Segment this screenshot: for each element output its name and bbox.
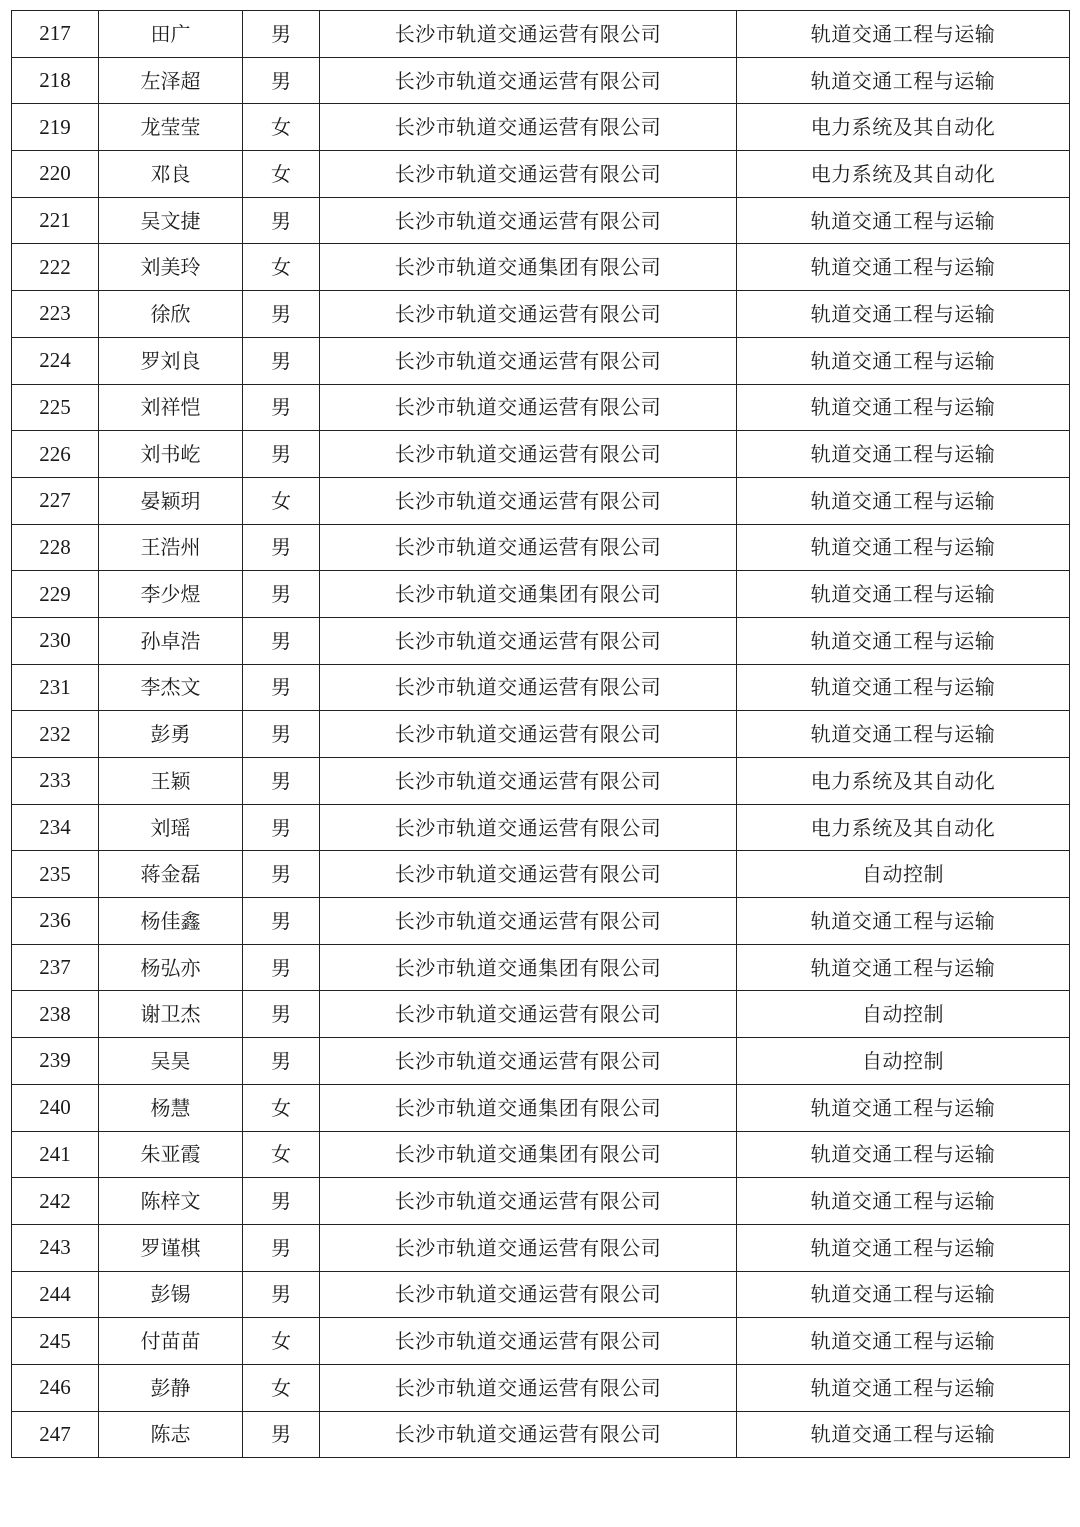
table-row [12,711,1070,758]
company-cell: 长沙市轨道交通运营有限公司 [320,477,737,524]
gender-cell: 女 [243,1364,320,1411]
major-cell: 轨道交通工程与运输 [737,664,1070,711]
name-cell: 王颖 [99,758,243,805]
row-number-cell: 241 [12,1131,99,1178]
table-row [12,1318,1070,1365]
name-cell: 刘美玲 [99,244,243,291]
name-cell: 谢卫杰 [99,991,243,1038]
gender-cell: 男 [243,1224,320,1271]
name-cell: 陈志 [99,1411,243,1458]
row-number-cell: 247 [12,1411,99,1458]
name-cell: 朱亚霞 [99,1131,243,1178]
major-cell: 电力系统及其自动化 [737,758,1070,805]
company-cell: 长沙市轨道交通运营有限公司 [320,337,737,384]
major-cell: 轨道交通工程与运输 [737,57,1070,104]
gender-cell: 男 [243,571,320,618]
row-number-cell: 243 [12,1224,99,1271]
table-row [12,898,1070,945]
company-cell: 长沙市轨道交通运营有限公司 [320,431,737,478]
row-number-cell: 222 [12,244,99,291]
name-cell: 孙卓浩 [99,617,243,664]
name-cell: 邓良 [99,151,243,198]
company-cell: 长沙市轨道交通集团有限公司 [320,1084,737,1131]
major-cell: 自动控制 [737,991,1070,1038]
table-row [12,758,1070,805]
name-cell: 左泽超 [99,57,243,104]
major-cell: 轨道交通工程与运输 [737,244,1070,291]
name-cell: 徐欣 [99,291,243,338]
gender-cell: 男 [243,898,320,945]
gender-cell: 男 [243,1411,320,1458]
row-number-cell: 235 [12,851,99,898]
roster-table [11,10,1070,1458]
table-row [12,244,1070,291]
table-row [12,524,1070,571]
table-row [12,337,1070,384]
gender-cell: 男 [243,337,320,384]
name-cell: 吴昊 [99,1038,243,1085]
gender-cell: 男 [243,11,320,58]
gender-cell: 女 [243,1084,320,1131]
name-cell: 杨弘亦 [99,944,243,991]
row-number-cell: 228 [12,524,99,571]
major-cell: 轨道交通工程与运输 [737,898,1070,945]
gender-cell: 男 [243,1271,320,1318]
gender-cell: 男 [243,804,320,851]
company-cell: 长沙市轨道交通运营有限公司 [320,1178,737,1225]
table-row [12,991,1070,1038]
table-row [12,944,1070,991]
company-cell: 长沙市轨道交通运营有限公司 [320,1038,737,1085]
company-cell: 长沙市轨道交通集团有限公司 [320,944,737,991]
gender-cell: 男 [243,991,320,1038]
table-row [12,617,1070,664]
major-cell: 轨道交通工程与运输 [737,1318,1070,1365]
major-cell: 轨道交通工程与运输 [737,1411,1070,1458]
gender-cell: 女 [243,244,320,291]
major-cell: 轨道交通工程与运输 [737,477,1070,524]
table-row [12,1178,1070,1225]
row-number-cell: 227 [12,477,99,524]
row-number-cell: 226 [12,431,99,478]
major-cell: 轨道交通工程与运输 [737,1178,1070,1225]
company-cell: 长沙市轨道交通运营有限公司 [320,384,737,431]
table-row [12,1084,1070,1131]
major-cell: 轨道交通工程与运输 [737,431,1070,478]
gender-cell: 女 [243,1318,320,1365]
company-cell: 长沙市轨道交通集团有限公司 [320,1131,737,1178]
row-number-cell: 246 [12,1364,99,1411]
company-cell: 长沙市轨道交通运营有限公司 [320,804,737,851]
company-cell: 长沙市轨道交通运营有限公司 [320,1224,737,1271]
name-cell: 刘祥恺 [99,384,243,431]
major-cell: 轨道交通工程与运输 [737,944,1070,991]
name-cell: 龙莹莹 [99,104,243,151]
roster-table-container [11,10,1069,1458]
name-cell: 田广 [99,11,243,58]
company-cell: 长沙市轨道交通运营有限公司 [320,991,737,1038]
gender-cell: 男 [243,944,320,991]
name-cell: 杨慧 [99,1084,243,1131]
major-cell: 自动控制 [737,851,1070,898]
name-cell: 李杰文 [99,664,243,711]
major-cell: 轨道交通工程与运输 [737,1131,1070,1178]
row-number-cell: 220 [12,151,99,198]
name-cell: 彭勇 [99,711,243,758]
gender-cell: 男 [243,384,320,431]
table-row [12,431,1070,478]
company-cell: 长沙市轨道交通运营有限公司 [320,617,737,664]
company-cell: 长沙市轨道交通运营有限公司 [320,1364,737,1411]
major-cell: 轨道交通工程与运输 [737,524,1070,571]
company-cell: 长沙市轨道交通运营有限公司 [320,11,737,58]
gender-cell: 男 [243,57,320,104]
company-cell: 长沙市轨道交通运营有限公司 [320,151,737,198]
table-row [12,1271,1070,1318]
major-cell: 电力系统及其自动化 [737,151,1070,198]
company-cell: 长沙市轨道交通运营有限公司 [320,664,737,711]
row-number-cell: 237 [12,944,99,991]
name-cell: 付苗苗 [99,1318,243,1365]
row-number-cell: 244 [12,1271,99,1318]
row-number-cell: 238 [12,991,99,1038]
gender-cell: 男 [243,1178,320,1225]
company-cell: 长沙市轨道交通运营有限公司 [320,291,737,338]
gender-cell: 女 [243,1131,320,1178]
name-cell: 彭锡 [99,1271,243,1318]
gender-cell: 男 [243,851,320,898]
gender-cell: 男 [243,291,320,338]
table-row [12,1364,1070,1411]
table-row [12,151,1070,198]
row-number-cell: 225 [12,384,99,431]
major-cell: 轨道交通工程与运输 [737,337,1070,384]
name-cell: 彭静 [99,1364,243,1411]
major-cell: 轨道交通工程与运输 [737,711,1070,758]
company-cell: 长沙市轨道交通运营有限公司 [320,57,737,104]
major-cell: 轨道交通工程与运输 [737,1224,1070,1271]
row-number-cell: 223 [12,291,99,338]
company-cell: 长沙市轨道交通运营有限公司 [320,1271,737,1318]
company-cell: 长沙市轨道交通运营有限公司 [320,104,737,151]
row-number-cell: 221 [12,197,99,244]
row-number-cell: 229 [12,571,99,618]
name-cell: 吴文捷 [99,197,243,244]
gender-cell: 男 [243,197,320,244]
row-number-cell: 233 [12,758,99,805]
major-cell: 电力系统及其自动化 [737,804,1070,851]
row-number-cell: 224 [12,337,99,384]
name-cell: 陈梓文 [99,1178,243,1225]
name-cell: 晏颖玥 [99,477,243,524]
gender-cell: 男 [243,711,320,758]
company-cell: 长沙市轨道交通集团有限公司 [320,571,737,618]
company-cell: 长沙市轨道交通运营有限公司 [320,711,737,758]
row-number-cell: 239 [12,1038,99,1085]
name-cell: 王浩州 [99,524,243,571]
company-cell: 长沙市轨道交通运营有限公司 [320,197,737,244]
company-cell: 长沙市轨道交通运营有限公司 [320,1411,737,1458]
gender-cell: 男 [243,758,320,805]
table-row [12,477,1070,524]
name-cell: 罗谨棋 [99,1224,243,1271]
major-cell: 轨道交通工程与运输 [737,197,1070,244]
major-cell: 轨道交通工程与运输 [737,291,1070,338]
table-row [12,804,1070,851]
major-cell: 自动控制 [737,1038,1070,1085]
company-cell: 长沙市轨道交通运营有限公司 [320,758,737,805]
major-cell: 电力系统及其自动化 [737,104,1070,151]
table-row [12,197,1070,244]
table-row [12,571,1070,618]
row-number-cell: 245 [12,1318,99,1365]
row-number-cell: 218 [12,57,99,104]
major-cell: 轨道交通工程与运输 [737,617,1070,664]
row-number-cell: 231 [12,664,99,711]
company-cell: 长沙市轨道交通运营有限公司 [320,524,737,571]
company-cell: 长沙市轨道交通运营有限公司 [320,1318,737,1365]
table-row [12,1411,1070,1458]
name-cell: 杨佳鑫 [99,898,243,945]
gender-cell: 男 [243,431,320,478]
table-row [12,1038,1070,1085]
table-row [12,291,1070,338]
table-row [12,664,1070,711]
gender-cell: 男 [243,1038,320,1085]
gender-cell: 男 [243,664,320,711]
row-number-cell: 240 [12,1084,99,1131]
table-row [12,851,1070,898]
major-cell: 轨道交通工程与运输 [737,384,1070,431]
table-row [12,1131,1070,1178]
row-number-cell: 242 [12,1178,99,1225]
name-cell: 刘书屹 [99,431,243,478]
major-cell: 轨道交通工程与运输 [737,1084,1070,1131]
table-row [12,1224,1070,1271]
row-number-cell: 236 [12,898,99,945]
gender-cell: 男 [243,617,320,664]
gender-cell: 女 [243,477,320,524]
table-row [12,104,1070,151]
major-cell: 轨道交通工程与运输 [737,1271,1070,1318]
major-cell: 轨道交通工程与运输 [737,11,1070,58]
company-cell: 长沙市轨道交通运营有限公司 [320,851,737,898]
gender-cell: 女 [243,104,320,151]
name-cell: 蒋金磊 [99,851,243,898]
gender-cell: 男 [243,524,320,571]
row-number-cell: 234 [12,804,99,851]
table-row [12,57,1070,104]
company-cell: 长沙市轨道交通运营有限公司 [320,898,737,945]
table-row [12,11,1070,58]
major-cell: 轨道交通工程与运输 [737,571,1070,618]
row-number-cell: 217 [12,11,99,58]
table-row [12,384,1070,431]
row-number-cell: 219 [12,104,99,151]
name-cell: 李少煜 [99,571,243,618]
gender-cell: 女 [243,151,320,198]
roster-table-body [12,11,1070,1458]
row-number-cell: 230 [12,617,99,664]
name-cell: 罗刘良 [99,337,243,384]
row-number-cell: 232 [12,711,99,758]
major-cell: 轨道交通工程与运输 [737,1364,1070,1411]
company-cell: 长沙市轨道交通集团有限公司 [320,244,737,291]
name-cell: 刘瑶 [99,804,243,851]
